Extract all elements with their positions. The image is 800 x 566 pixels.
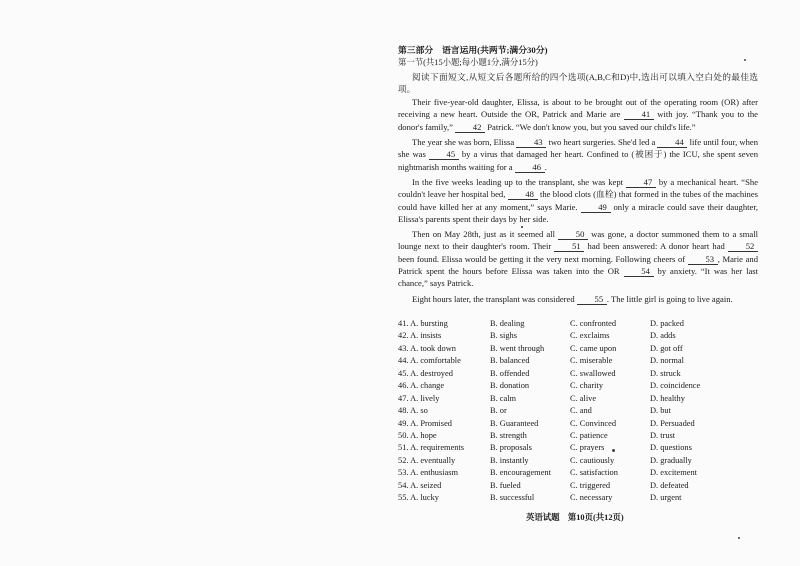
- option-row: [398, 442, 758, 454]
- option-row: [398, 368, 758, 380]
- option-b: B. strength: [490, 430, 527, 440]
- passage-text: .: [544, 161, 547, 172]
- option-d: D. adds: [650, 331, 676, 341]
- option-row: [398, 480, 758, 492]
- option-row: [398, 492, 758, 504]
- option-a: 53. A. enthusiasm: [398, 468, 459, 478]
- scan-speck: [521, 226, 523, 228]
- passage-paragraph-3: [398, 176, 758, 225]
- option-d: D. coincidence: [650, 381, 701, 391]
- option-a: 51. A. requirements: [398, 443, 465, 453]
- option-a: 49. A. Promised: [398, 418, 452, 428]
- option-b: B. balanced: [490, 356, 530, 366]
- option-a: 46. A. change: [398, 381, 445, 391]
- option-a: 47. A. lively: [398, 393, 440, 403]
- passage-paragraph-5: [398, 293, 758, 305]
- option-d: D. urgent: [650, 493, 682, 503]
- blank-53: 53: [688, 254, 718, 265]
- passage-paragraph-2: [398, 136, 758, 173]
- passage-paragraph-4: [398, 228, 758, 289]
- passage-text: Their five-year-old daughter, Elissa, is about to be brought out of the operating room (OR) after receiving a new heart. Outside the OR, Patrick and Marie are: [398, 97, 758, 120]
- passage-text: Patrick. “We don't know you, but you saved our child's life.”: [485, 121, 696, 132]
- option-row: [398, 455, 758, 467]
- blank-51: 51: [554, 241, 584, 252]
- passage-text: with joy. “Thank you to the donor's family,”: [398, 109, 758, 132]
- option-d: D. defeated: [650, 480, 689, 490]
- blank-42: 42: [455, 122, 485, 133]
- passage-text: only a miracle could save their daughter, Elissa's parents spent their days by her side.: [398, 201, 758, 224]
- scan-speck: [738, 537, 740, 539]
- option-a: 52. A. eventually: [398, 455, 456, 465]
- option-c: C. miserable: [570, 356, 613, 366]
- option-a: 43. A. took down: [398, 343, 456, 353]
- option-d: D. normal: [650, 356, 684, 366]
- option-row: [398, 330, 758, 342]
- option-a: 41. A. bursting: [398, 319, 448, 328]
- passage-text: . The little girl is going to live again.: [606, 293, 733, 304]
- option-c: C. satisfaction: [570, 468, 618, 478]
- cloze-section: [398, 44, 758, 305]
- option-c: C. swallowed: [570, 368, 616, 378]
- option-row: [398, 343, 758, 355]
- option-row: [398, 430, 758, 442]
- option-row: [398, 318, 758, 330]
- option-d: D. healthy: [650, 393, 685, 403]
- passage-text: In the five weeks leading up to the transplant, she was kept: [412, 176, 626, 187]
- option-b: B. successful: [490, 493, 535, 503]
- option-b: B. dealing: [490, 319, 525, 328]
- passage-text: Then on May 28th, just as it seemed all: [412, 229, 559, 240]
- option-a: 54. A. seized: [398, 480, 442, 490]
- option-c: C. prayers: [570, 443, 605, 453]
- option-row: [398, 355, 758, 367]
- passage-text: by a mechanical heart. “She couldn't leave her hospital bed,: [398, 176, 759, 200]
- option-c: C. came upon: [570, 343, 617, 353]
- blank-46: 46: [515, 162, 545, 173]
- passage-text: The year she was born, Elissa: [412, 137, 517, 148]
- option-c: C. Convinced: [570, 418, 617, 428]
- scan-speck: [744, 59, 746, 61]
- option-d: D. excitement: [650, 468, 697, 478]
- option-b: B. offended: [490, 368, 530, 378]
- option-row: [398, 405, 758, 417]
- option-c: C. and: [570, 406, 592, 416]
- passage-text: life until four, when she was: [398, 137, 759, 160]
- blank-41: 41: [624, 109, 654, 120]
- section-instruction: 阅读下面短文,从短文后各题所给的四个选项(A,B,C和D)中,选出可以填入空白处的最佳选项。: [398, 71, 758, 94]
- option-row: [398, 380, 758, 392]
- option-a: 44. A. comfortable: [398, 356, 461, 366]
- option-row: [398, 393, 758, 405]
- blank-45: 45: [429, 149, 459, 160]
- option-b: B. fueled: [490, 480, 521, 490]
- option-a: 50. A. hope: [398, 430, 437, 440]
- blank-48: 48: [508, 189, 538, 200]
- answer-options: [398, 318, 758, 505]
- passage-text: been found. Elissa would be getting it the very next morning. Following cheers of: [398, 253, 688, 264]
- option-c: C. cautiously: [570, 455, 615, 465]
- option-d: D. questions: [650, 443, 692, 453]
- option-c: C. triggered: [570, 480, 611, 490]
- option-b: B. went through: [490, 343, 545, 353]
- passage-text: , Marie and Patrick spent the hours before Elissa was taken into the OR: [398, 253, 758, 277]
- option-c: C. necessary: [570, 493, 613, 503]
- passage-text: had been answered: A donor heart had: [584, 241, 729, 252]
- section-title: 第三部分 语言运用(共两节;满分30分): [398, 45, 548, 55]
- blank-52: 52: [728, 241, 758, 252]
- blank-54: 54: [624, 266, 654, 277]
- option-d: D. but: [650, 406, 671, 416]
- blank-44: 44: [657, 137, 687, 148]
- option-b: B. sighs: [490, 331, 517, 341]
- blank-49: 49: [581, 202, 611, 213]
- option-a: 42. A. insists: [398, 331, 442, 341]
- option-row: [398, 467, 758, 479]
- passage-text: the blood clots (血栓) that formed in the tubes of the machines could have killed her at any moment,” says Marie.: [398, 189, 758, 212]
- option-a: 48. A. so: [398, 406, 428, 416]
- option-a: 55. A. lucky: [398, 493, 439, 503]
- blank-50: 50: [558, 229, 588, 240]
- passage-text: by anxiety. “It was her last chance,” says Patrick.: [398, 266, 758, 289]
- option-d: D. packed: [650, 319, 684, 328]
- option-b: B. Guaranteed: [490, 418, 539, 428]
- option-row: [398, 418, 758, 430]
- option-b: B. proposals: [490, 443, 532, 453]
- option-a: 45. A. destroyed: [398, 368, 453, 378]
- passage-paragraph-1: [398, 96, 758, 133]
- passage-text: two heart surgeries. She'd led a: [546, 137, 658, 148]
- option-d: D. gradually: [650, 455, 692, 465]
- passage-text: was gone, a doctor summoned them to a small lounge next to their daughter's room. Their: [398, 229, 758, 252]
- option-c: C. charity: [570, 381, 604, 391]
- option-c: C. confronted: [570, 319, 617, 328]
- option-d: D. trust: [650, 430, 676, 440]
- scan-speck: [612, 449, 615, 452]
- option-d: D. Persuaded: [650, 418, 695, 428]
- blank-43: 43: [516, 137, 546, 148]
- section-subtitle: 第一节(共15小题;每小题1分,满分15分): [398, 58, 538, 68]
- option-c: C. exclaims: [570, 331, 610, 341]
- passage-text: by a virus that damaged her heart. Confined to (被困于) the ICU, she spent seven nightmarish months waiting for a: [398, 149, 758, 172]
- page-footer: 英语试题 第10页(共12页): [526, 513, 624, 522]
- passage-text: Eight hours later, the transplant was considered: [412, 293, 577, 304]
- option-c: C. patience: [570, 430, 608, 440]
- option-b: B. or: [490, 406, 507, 416]
- blank-47: 47: [626, 177, 656, 188]
- blank-55: 55: [577, 294, 607, 305]
- option-b: B. instantly: [490, 455, 529, 465]
- option-c: C. alive: [570, 393, 597, 403]
- option-b: B. calm: [490, 393, 517, 403]
- option-b: B. encouragement: [490, 468, 551, 478]
- option-d: D. struck: [650, 368, 681, 378]
- option-b: B. donation: [490, 381, 530, 391]
- option-d: D. got off: [650, 343, 683, 353]
